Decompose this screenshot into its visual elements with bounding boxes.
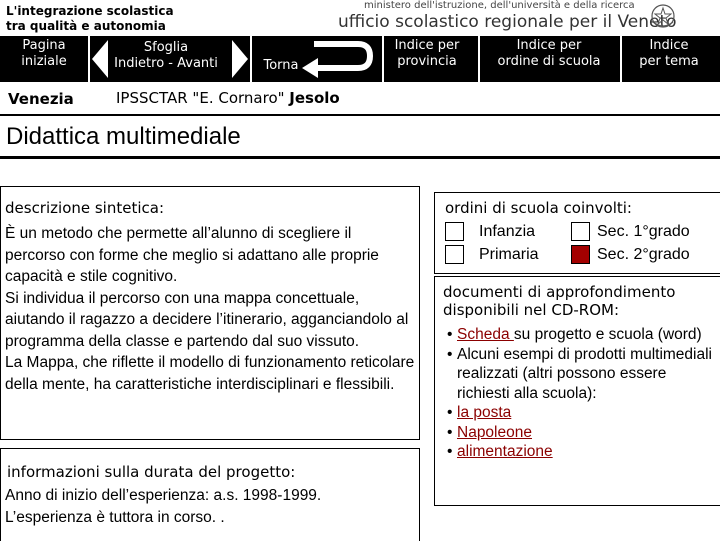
list-item [443, 345, 713, 404]
nav-divider [620, 36, 622, 82]
duration-label: informazioni sulla durata del progetto: [7, 463, 296, 481]
list-item [443, 325, 713, 345]
arrow-right-icon[interactable] [230, 38, 250, 80]
documents-list [443, 325, 713, 462]
school-city: Jesolo [289, 89, 340, 107]
site-title-line1: L'integrazione scolastica [6, 4, 174, 18]
checkbox-sec-1-grado[interactable] [571, 222, 590, 241]
list-item [443, 423, 713, 443]
checkbox-label-primaria: Primaria [479, 246, 539, 263]
italian-republic-emblem-icon [650, 2, 676, 30]
description-text: È un metodo che permette all’alunno di scegliere il percorso con forme che meglio si adattano alle proprie capacità e stile cognitivo. Si individua il percorso con una mappa concettuale, aiutando il ragazzo a decidere l’itinerario, agganciandolo al programma della classe e partendo dal suo vissuto. La Mappa, che riflette il modello di funzionamento reticolare della mente, ha caratteristiche interdisciplinari e flessibili. [5, 225, 415, 393]
description-label: descrizione sintetica: [5, 199, 165, 217]
return-arrow-icon[interactable] [300, 38, 376, 80]
bullet: • [447, 326, 453, 343]
index-by-theme-button[interactable]: Indice per tema [639, 38, 699, 69]
napoleone-link[interactable]: Napoleone [457, 423, 532, 441]
school-name [116, 89, 340, 107]
page-title: Didattica multimediale [6, 123, 241, 150]
documents-panel [434, 276, 720, 506]
checkbox-sec-2-grado[interactable] [571, 245, 590, 264]
list-item [443, 403, 713, 423]
site-title [6, 4, 174, 34]
back-button[interactable]: Torna [263, 58, 299, 73]
bullet: • [447, 443, 453, 460]
site-title-line2: tra qualità e autonomia [6, 19, 166, 33]
checkbox-primaria[interactable] [445, 245, 464, 264]
nav-divider [250, 36, 252, 82]
description-panel [0, 186, 420, 440]
checkbox-label-sec-2-grado: Sec. 2°grado [597, 246, 690, 263]
bullet: • [447, 404, 453, 421]
checkbox-label-sec-1-grado: Sec. 1°grado [597, 223, 690, 240]
list-item [443, 442, 713, 462]
divider [0, 114, 720, 116]
school-orders-label: ordini di scuola coinvolti: [445, 199, 632, 217]
index-by-school-order-button[interactable]: Indice per ordine di scuola [497, 38, 601, 69]
duration-panel [0, 448, 420, 541]
school-prefix: IPSSCTAR "E. Cornaro" [116, 89, 290, 107]
documents-label: documenti di approfondimento disponibili nel CD-ROM: [443, 283, 676, 319]
bullet: • [447, 345, 453, 363]
list-item-text: su progetto e scuola (word) [513, 326, 702, 343]
office-label: ufficio scolastico regionale per il Veneto [338, 12, 677, 32]
scheda-link[interactable]: Scheda [457, 326, 514, 343]
la-posta-link[interactable]: la posta [457, 404, 512, 421]
list-item-text: Alcuni esempi di prodotti multimediali realizzati (altri possono essere richiesti alla scuola): [457, 345, 713, 402]
home-button[interactable]: Pagina iniziale [21, 38, 67, 69]
ministry-label: ministero dell'istruzione, dell'università e della ricerca [364, 0, 635, 11]
alimentazione-link[interactable]: alimentazione [457, 443, 553, 460]
duration-text: Anno di inizio dell’esperienza: a.s. 1998-1999. L’esperienza è tuttora in corso. . [5, 487, 322, 526]
index-by-province-button[interactable]: Indice per provincia [394, 38, 460, 69]
browse-button[interactable]: Sfoglia Indietro - Avanti [114, 40, 218, 71]
city-label: Venezia [8, 90, 74, 108]
nav-divider [478, 36, 480, 82]
bullet: • [447, 423, 453, 441]
school-orders-panel [434, 192, 720, 274]
checkbox-infanzia[interactable] [445, 222, 464, 241]
checkbox-label-infanzia: Infanzia [479, 223, 536, 240]
divider [0, 156, 720, 159]
